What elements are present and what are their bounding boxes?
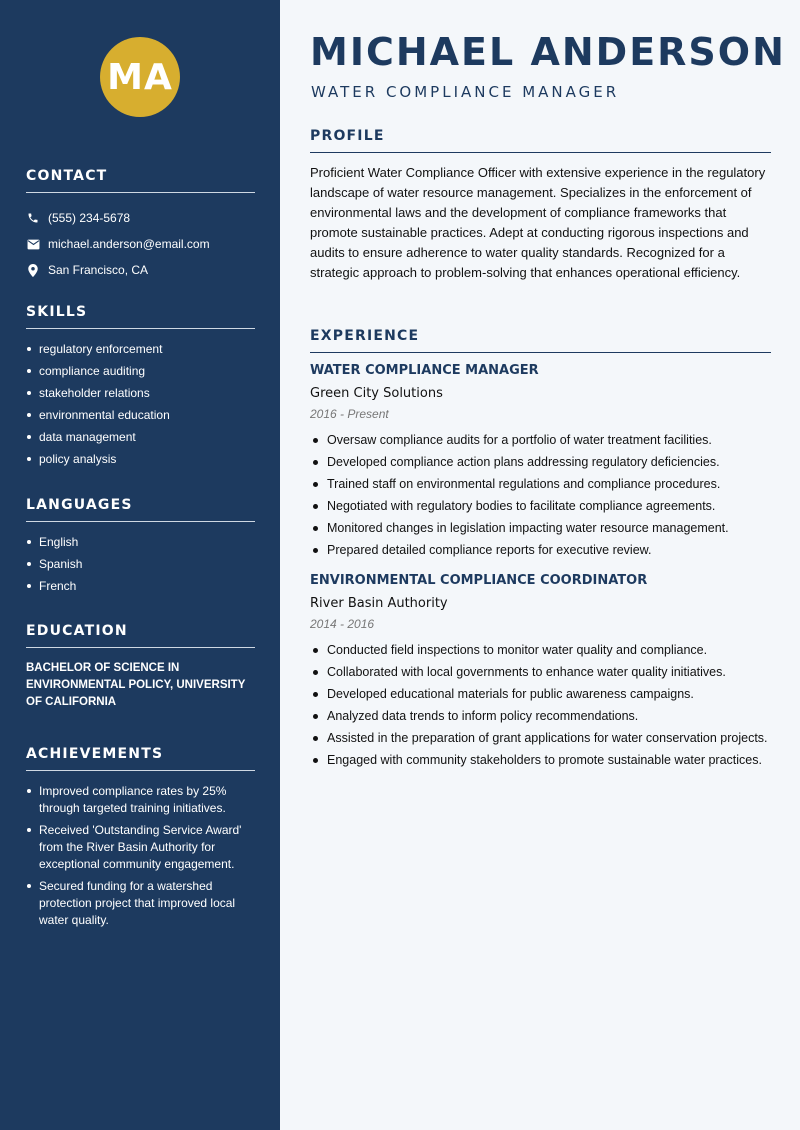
contact-email-text: michael.anderson@email.com (48, 237, 210, 251)
job-bullet: Oversaw compliance audits for a portfolio of water treatment facilities. (310, 431, 771, 449)
contact-location-text: San Francisco, CA (48, 263, 149, 277)
job-title: ENVIRONMENTAL COMPLIANCE COORDINATOR (310, 573, 648, 588)
avatar-initials: MA (107, 56, 173, 98)
achievements-list (26, 783, 255, 929)
languages-section (26, 497, 255, 600)
sidebar (0, 0, 280, 1130)
education-heading: EDUCATION (26, 623, 255, 648)
job-bullet: Developed educational materials for public awareness campaigns. (310, 685, 771, 703)
job-entry (310, 573, 771, 769)
job-bullet: Analyzed data trends to inform policy recommendations. (310, 707, 771, 725)
languages-heading: LANGUAGES (26, 497, 255, 522)
job-bullet: Trained staff on environmental regulations and compliance procedures. (310, 475, 771, 493)
job-bullet: Collaborated with local governments to enhance water quality initiatives. (310, 663, 771, 681)
education-section (26, 623, 255, 711)
job-company: River Basin Authority (310, 596, 448, 611)
job-bullet: Conducted field inspections to monitor water quality and compliance. (310, 641, 771, 659)
contact-location (26, 257, 255, 283)
contact-email (26, 231, 255, 257)
job-bullet: Developed compliance action plans addressing regulatory deficiencies. (310, 453, 771, 471)
education-degree: BACHELOR OF SCIENCE IN ENVIRONMENTAL POLICY, UNIVERSITY OF CALIFORNIA (26, 662, 246, 708)
skills-heading: SKILLS (26, 304, 255, 329)
job-bullets (310, 641, 771, 769)
achievement-item: Secured funding for a watershed protection project that improved local water quality. (26, 878, 255, 929)
contact-heading: CONTACT (26, 168, 255, 193)
email-icon (26, 237, 40, 251)
experience-heading: EXPERIENCE (310, 328, 771, 353)
achievements-heading: ACHIEVEMENTS (26, 746, 255, 771)
skill-item: data management (26, 429, 255, 445)
skill-item: policy analysis (26, 451, 255, 467)
candidate-name: MICHAEL ANDERSON (310, 30, 786, 74)
candidate-role: WATER COMPLIANCE MANAGER (311, 83, 620, 101)
profile-text: Proficient Water Compliance Officer with extensive experience in the regulatory landscape of water resource management. Specializes in the enforcement of environmental laws and the development of compliance frameworks that promote sustainable practices. Adept at conducting rigorous inspections and audits to ensure adherence to water quality standards. Recognized for a strategic approach to problem-solving that enhances operational efficiency. (310, 165, 766, 280)
languages-list (26, 534, 255, 594)
achievement-item: Received 'Outstanding Service Award' from the River Basin Authority for exceptional community engagement. (26, 822, 255, 873)
avatar (100, 37, 180, 117)
skill-item: stakeholder relations (26, 385, 255, 401)
contact-phone (26, 205, 255, 231)
skill-item: regulatory enforcement (26, 341, 255, 357)
skill-item: environmental education (26, 407, 255, 423)
job-company: Green City Solutions (310, 386, 443, 401)
skills-list (26, 341, 255, 467)
achievements-section (26, 746, 255, 934)
job-bullet: Engaged with community stakeholders to promote sustainable water practices. (310, 751, 771, 769)
job-bullet: Negotiated with regulatory bodies to facilitate compliance agreements. (310, 497, 771, 515)
experience-section (310, 328, 771, 783)
profile-heading: PROFILE (310, 128, 771, 153)
profile-section (310, 128, 771, 283)
main-content (280, 0, 800, 1130)
job-title: WATER COMPLIANCE MANAGER (310, 363, 539, 378)
job-bullet: Prepared detailed compliance reports for executive review. (310, 541, 771, 559)
skill-item: compliance auditing (26, 363, 255, 379)
skills-section (26, 304, 255, 473)
job-bullets (310, 431, 771, 559)
job-dates: 2014 - 2016 (310, 617, 375, 631)
contact-section (26, 168, 255, 283)
job-dates: 2016 - Present (310, 407, 389, 421)
location-pin-icon (26, 263, 40, 277)
language-item: French (26, 578, 255, 594)
phone-icon (26, 211, 40, 225)
job-bullet: Assisted in the preparation of grant applications for water conservation projects. (310, 729, 771, 747)
language-item: Spanish (26, 556, 255, 572)
job-bullet: Monitored changes in legislation impacting water resource management. (310, 519, 771, 537)
job-entry (310, 363, 771, 559)
contact-phone-text: (555) 234-5678 (48, 211, 131, 225)
achievement-item: Improved compliance rates by 25% through targeted training initiatives. (26, 783, 255, 817)
language-item: English (26, 534, 255, 550)
